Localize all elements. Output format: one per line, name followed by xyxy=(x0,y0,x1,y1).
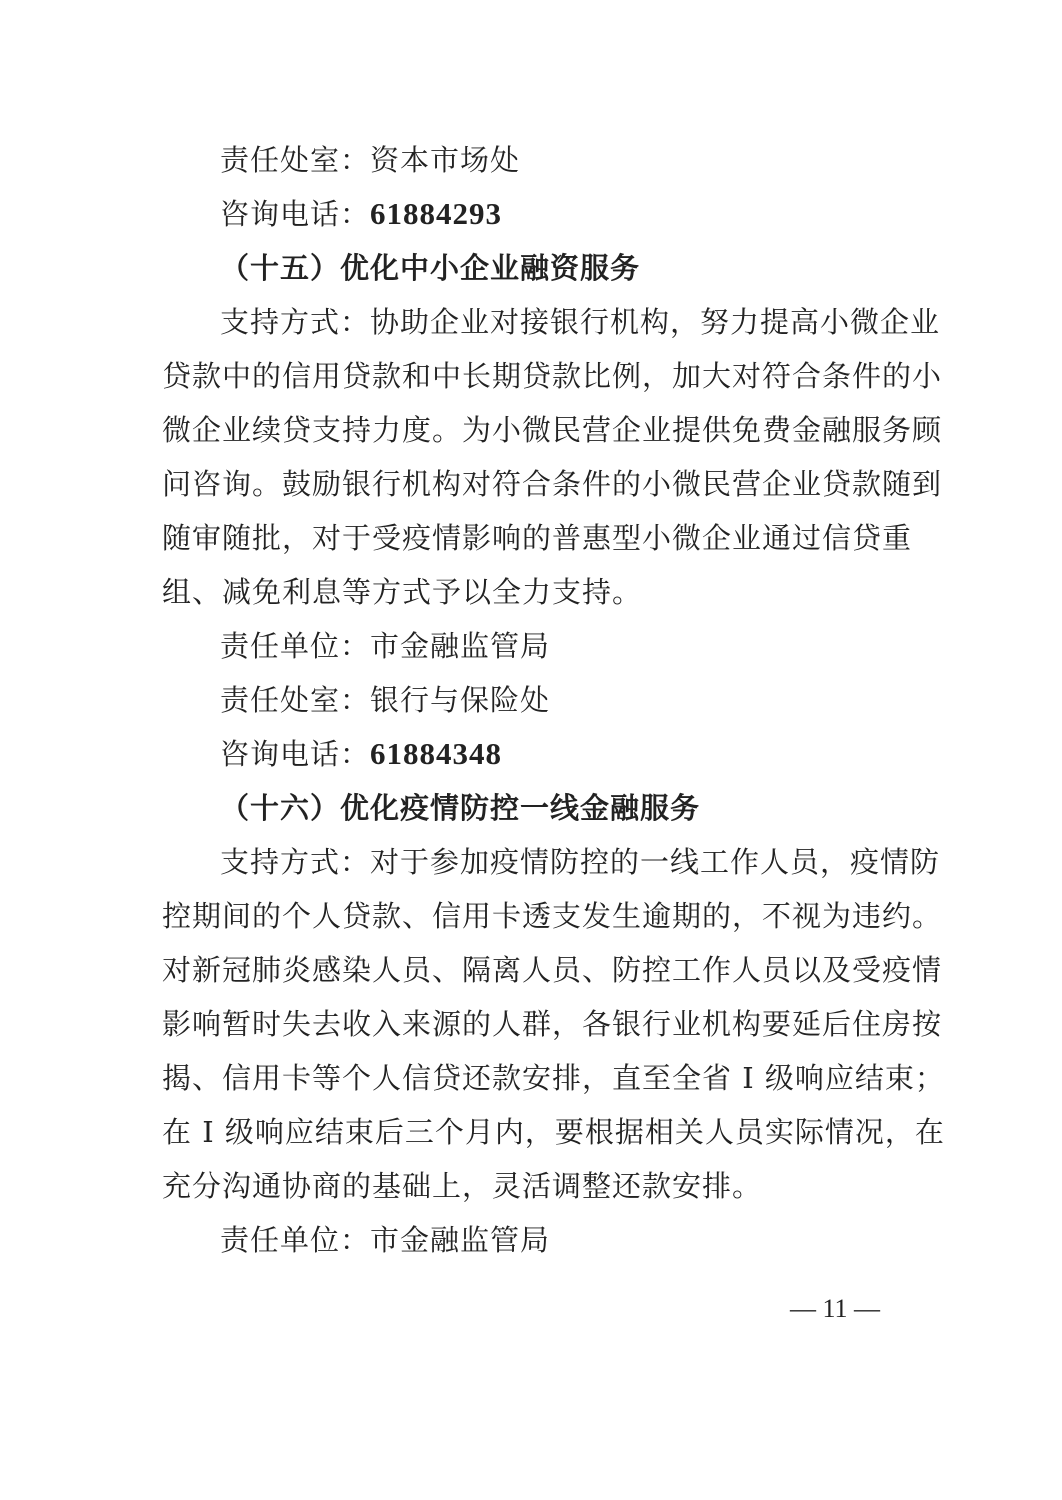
unit-line xyxy=(220,626,902,666)
unit-label: 责任单位： xyxy=(220,1223,371,1257)
paragraph-line: 揭、信用卡等个人信贷还款安排，直至全省 I 级响应结束； xyxy=(162,1061,945,1095)
paragraph-line: 在 I 级响应结束后三个月内，要根据相关人员实际情况，在 xyxy=(162,1115,945,1149)
phone-line xyxy=(220,194,902,234)
unit-value: 市金融监管局 xyxy=(370,1223,551,1257)
section-heading: （十五）优化中小企业融资服务 xyxy=(220,251,641,285)
paragraph-line: 问咨询。鼓励银行机构对符合条件的小微民营企业贷款随到 xyxy=(162,467,943,501)
phone-label: 咨询电话： xyxy=(220,737,371,771)
office-label: 责任处室： xyxy=(220,683,371,717)
paragraph-line: 控期间的个人贷款、信用卡透支发生逾期的，不视为违约。 xyxy=(162,899,943,933)
section-heading: （十六）优化疫情防控一线金融服务 xyxy=(220,791,701,825)
paragraph-line: 贷款中的信用贷款和中长期贷款比例，加大对符合条件的小 xyxy=(162,359,943,393)
page-number: — 11 — xyxy=(790,1294,881,1323)
phone-label: 咨询电话： xyxy=(220,197,371,231)
office-value: 资本市场处 xyxy=(370,143,521,177)
paragraph-line: 微企业续贷支持力度。为小微民营企业提供免费金融服务顾 xyxy=(162,413,943,447)
office-label: 责任处室： xyxy=(220,143,371,177)
phone-value: 61884293 xyxy=(370,196,503,231)
paragraph-line: 支持方式：协助企业对接银行机构，努力提高小微企业 xyxy=(220,305,941,339)
paragraph-line: 影响暂时失去收入来源的人群，各银行业机构要延后住房按 xyxy=(162,1007,943,1041)
paragraph-line: 支持方式：对于参加疫情防控的一线工作人员，疫情防 xyxy=(220,845,941,879)
unit-label: 责任单位： xyxy=(220,629,371,663)
paragraph-line: 对新冠肺炎感染人员、隔离人员、防控工作人员以及受疫情 xyxy=(162,953,943,987)
phone-value: 61884348 xyxy=(370,736,503,771)
unit-line xyxy=(220,1220,902,1260)
phone-line xyxy=(220,734,902,774)
paragraph-line: 随审随批，对于受疫情影响的普惠型小微企业通过信贷重 xyxy=(162,521,913,555)
paragraph-line: 充分沟通协商的基础上，灵活调整还款安排。 xyxy=(162,1169,763,1203)
paragraph-line: 组、减免利息等方式予以全力支持。 xyxy=(162,575,643,609)
office-line xyxy=(220,680,902,720)
unit-value: 市金融监管局 xyxy=(370,629,551,663)
office-value: 银行与保险处 xyxy=(370,683,551,717)
office-line xyxy=(220,140,902,180)
